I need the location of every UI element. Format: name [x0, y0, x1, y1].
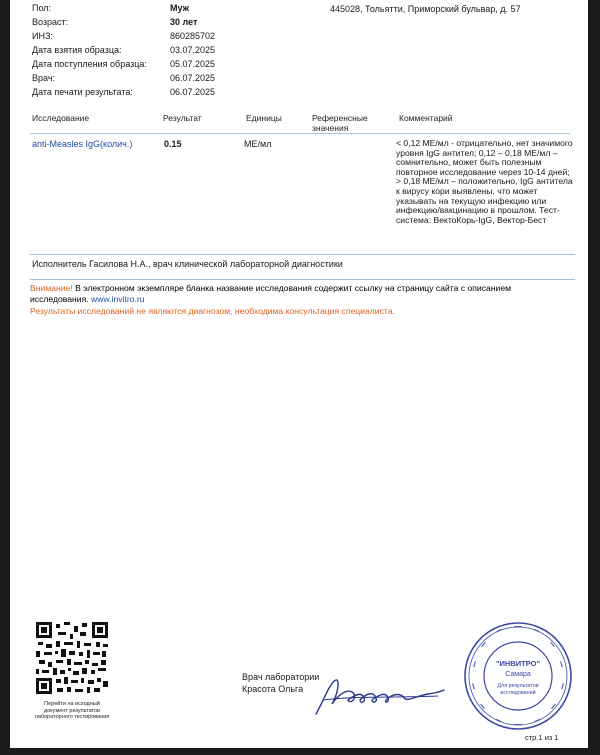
col-comment-header: Комментарий [399, 113, 453, 123]
signature-title: Врач лаборатории [242, 672, 320, 682]
notice-text-1: В электронном экземпляре бланка название исследования содержит ссылку на страницу сайта с описанием [72, 283, 512, 293]
inz-value: 860285702 [170, 31, 216, 41]
attention-word: Внимание! [30, 283, 73, 293]
result-document [10, 0, 588, 748]
col-result-header: Результат [163, 113, 202, 123]
executor-line: Исполнитель Гасилова Н.А., врач клинической лабораторной диагностики [32, 259, 343, 269]
stamp-center-line3: Для результатов [497, 683, 539, 689]
col-test-header: Исследование [32, 113, 90, 123]
row-divider [30, 254, 575, 255]
col-ref-header [312, 113, 368, 133]
doctor-value: 06.07.2025 [170, 73, 216, 83]
age-value: 30 лет [170, 17, 198, 27]
test-comment: < 0,12 МЕ/мл - отрицательно, нет значимого уровня IgG антител; 0,12 – 0,18 МЕ/мл – сомнительно, может быть полезным повторное исследование через 10-14 дней; > 0,18 МЕ/мл – положительно, IgG антитела к вирусу кори выявлены, что может указывать на текущую инфекцию или инфекцию/вакцинацию в прошлом. Тест-система: ВектоКорь-IgG, Вектор-Бест [396, 138, 573, 225]
stamp-center-line4: исследований [500, 690, 536, 696]
lab-address: 445028, Тольятти, Приморский бульвар, д. 57 [330, 4, 521, 14]
qr-caption-line3: лабораторного тестирования [34, 714, 110, 721]
arrival-date-label: Дата поступления образца: [32, 59, 147, 69]
print-date-label: Дата печати результата: [32, 87, 133, 97]
notice-text-2: исследования. [30, 294, 92, 304]
sample-date-label: Дата взятия образца: [32, 45, 122, 55]
inz-label: ИНЗ: [32, 31, 53, 41]
sex-label: Пол: [32, 3, 52, 13]
qr-caption-line1: Перейти на исходный [44, 701, 100, 707]
stamp-center-line2: Самара [505, 671, 531, 678]
notice-line1 [30, 283, 511, 293]
arrival-date-value: 05.07.2025 [170, 59, 216, 69]
test-units-value: МЕ/мл [244, 139, 272, 149]
col-units-header: Единицы [246, 113, 282, 123]
page-number: стр.1 из 1 [525, 733, 559, 742]
notice-line2 [30, 294, 145, 304]
sex-value: Муж [170, 3, 189, 13]
age-label: Возраст: [32, 17, 69, 27]
signature-name: Красота Ольга [242, 684, 304, 694]
test-name-link[interactable]: anti-Measles IgG(колич.) [32, 139, 133, 149]
header-divider [30, 133, 570, 134]
test-result-value: 0.15 [164, 139, 182, 149]
col-ref-header-line1: Референсные [312, 113, 368, 123]
sample-date-value: 03.07.2025 [170, 45, 216, 55]
disclaimer: Результаты исследований не являются диагнозом, необходима консультация специалиста. [30, 306, 395, 316]
stamp-center-line1: "ИНВИТРО" [495, 659, 541, 668]
print-date-value: 06.07.2025 [170, 87, 216, 97]
qr-caption-line2: документ результатов [44, 707, 100, 714]
col-ref-header-line2: значения [312, 123, 349, 133]
lab-stamp [462, 620, 574, 732]
doctor-label: Врач: [32, 73, 56, 83]
qr-code-graphic [36, 622, 108, 694]
handwritten-signature [310, 670, 450, 720]
qr-caption [28, 701, 116, 721]
executor-divider [30, 279, 575, 280]
qr-code[interactable] [36, 622, 108, 694]
invitro-link[interactable]: www.invitro.ru [91, 294, 145, 304]
